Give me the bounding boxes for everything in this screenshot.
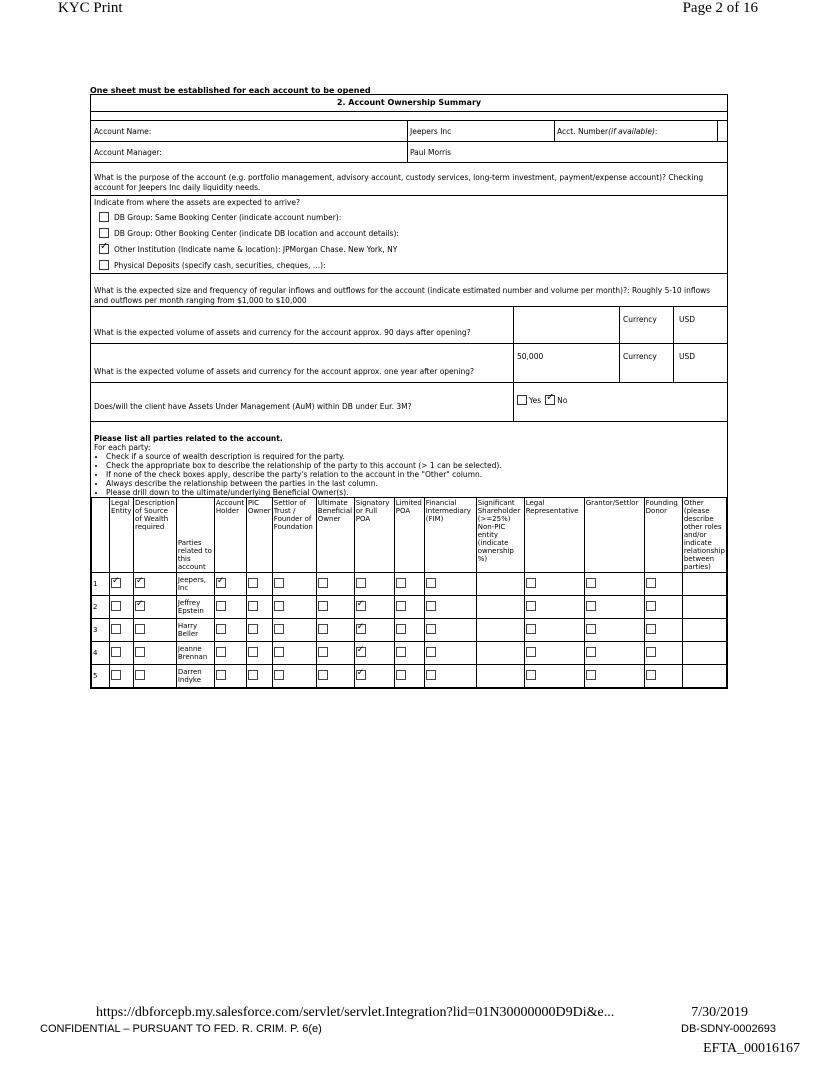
flows-section	[91, 274, 727, 307]
party-row	[92, 596, 727, 619]
col-parties: Parties related to this account	[176, 498, 214, 573]
efta-number: EFTA_00016167	[703, 1041, 800, 1056]
checkbox[interactable]	[248, 578, 258, 588]
checkbox[interactable]	[274, 647, 284, 657]
checkbox[interactable]	[526, 624, 536, 634]
checkbox[interactable]	[216, 601, 226, 611]
cell-fim	[424, 642, 476, 665]
cell-party-name: Jeepers, Inc	[176, 573, 214, 596]
cell-founding-donor	[644, 642, 682, 665]
checkbox[interactable]	[646, 578, 656, 588]
col-account-holder: Account Holder	[214, 498, 246, 573]
cell-limited-poa	[394, 665, 424, 688]
checkbox[interactable]	[526, 647, 536, 657]
account-name-row	[91, 121, 727, 142]
account-name-value: Jeepers Inc	[410, 126, 452, 136]
aum-choice: Yes ✓ No	[517, 395, 567, 405]
bullet: • Check if a source of wealth description is required for the party.	[106, 452, 724, 461]
q90-currency-label: Currency	[623, 315, 657, 324]
checkbox[interactable]	[646, 601, 656, 611]
checkbox[interactable]	[586, 578, 596, 588]
row-number: 2	[92, 596, 110, 619]
checkbox[interactable]	[426, 624, 436, 634]
checkbox[interactable]	[396, 601, 406, 611]
cell-significant-shareholder	[476, 619, 524, 642]
assets-option-physical[interactable]: Physical Deposits (specify cash, securities, cheques, ...):	[91, 257, 727, 273]
cell-pic-owner	[246, 596, 272, 619]
col-significant-shareholder: Significant Shareholder (>=25%) Non-PIC entity (indicate ownership %)	[476, 498, 524, 573]
col-source-of-wealth: Description of Source of Wealth required	[133, 498, 176, 573]
checkbox[interactable]	[586, 624, 596, 634]
checkbox[interactable]	[99, 212, 109, 222]
checkbox[interactable]	[646, 670, 656, 680]
aum-no-checkbox[interactable]	[545, 395, 555, 405]
checkbox[interactable]	[586, 601, 596, 611]
cell-legal-entity	[109, 665, 133, 688]
checkbox[interactable]	[426, 647, 436, 657]
col-grantor-settlor: Grantor/Settlor	[584, 498, 644, 573]
checkbox[interactable]	[318, 647, 328, 657]
cell-limited-poa	[394, 573, 424, 596]
cell-party-name: Darren Indyke	[176, 665, 214, 688]
cell-party-name: Jeffrey Epstein	[176, 596, 214, 619]
cell-pic-owner	[246, 619, 272, 642]
cell-pic-owner	[246, 665, 272, 688]
checkbox[interactable]	[426, 578, 436, 588]
cell-significant-shareholder	[476, 596, 524, 619]
cell-grantor-settlor	[584, 573, 644, 596]
bullet: • Check the appropriate box to describe the relationship of the party to this account (> 1 can be selected).	[106, 461, 724, 470]
assets-option-same-center[interactable]: DB Group: Same Booking Center (indicate account number):	[91, 209, 727, 225]
col-settlor: Settlor of Trust / Founder of Foundation	[272, 498, 316, 573]
checkbox[interactable]	[274, 578, 284, 588]
checkbox-checked[interactable]	[356, 601, 366, 611]
q1y-row	[91, 344, 727, 383]
bullet: • Please drill down to the ultimate/underlying Beneficial Owner(s).	[106, 488, 724, 497]
col-legal-entity: Legal Entity	[109, 498, 133, 573]
cell-founding-donor	[644, 619, 682, 642]
checkbox-checked[interactable]	[356, 670, 366, 680]
checkbox[interactable]	[646, 624, 656, 634]
checkbox-checked[interactable]	[135, 578, 145, 588]
cell-fim	[424, 665, 476, 688]
cell-founding-donor	[644, 665, 682, 688]
party-row	[92, 665, 727, 688]
aum-row	[91, 383, 727, 422]
checkbox[interactable]	[99, 228, 109, 238]
row-number: 5	[92, 665, 110, 688]
cell-founding-donor	[644, 573, 682, 596]
parties-instructions	[91, 422, 727, 497]
page-number: Page 2 of 16	[682, 0, 758, 16]
cell-signatory	[354, 619, 394, 642]
checkbox[interactable]	[586, 647, 596, 657]
checkbox[interactable]	[274, 670, 284, 680]
col-limited-poa: Limited POA	[394, 498, 424, 573]
checkbox-checked[interactable]	[135, 601, 145, 611]
cell-account-holder	[214, 619, 246, 642]
col-other: Other (please describe other roles and/or indicate relationship between parties)	[683, 499, 725, 571]
cell-signatory	[354, 596, 394, 619]
account-ownership-form	[90, 94, 728, 689]
cell-source-of-wealth	[133, 642, 176, 665]
checkbox[interactable]	[248, 624, 258, 634]
col-founding-donor: Founding Donor	[644, 498, 682, 573]
checkbox-checked[interactable]	[356, 624, 366, 634]
cell-pic-owner	[246, 642, 272, 665]
cell-legal-representative	[524, 642, 584, 665]
cell-ubo	[316, 642, 354, 665]
q1y-value: 50,000	[517, 352, 544, 361]
cell-founding-donor	[644, 596, 682, 619]
checkbox[interactable]	[396, 647, 406, 657]
checkbox[interactable]	[135, 624, 145, 634]
account-purpose: What is the purpose of the account (e.g. portfolio management, advisory account, custody services, long-term investment, payment/expense account)? Checking account for Jeepers Inc daily liquidity needs.	[91, 163, 727, 196]
cell-significant-shareholder	[476, 665, 524, 688]
cell-legal-representative	[524, 665, 584, 688]
col-legal-representative: Legal Representative	[524, 498, 584, 573]
checkbox[interactable]	[216, 647, 226, 657]
checkbox[interactable]	[318, 670, 328, 680]
cell-ubo	[316, 596, 354, 619]
checkbox-checked[interactable]	[99, 244, 109, 254]
checkbox[interactable]	[248, 647, 258, 657]
checkbox[interactable]	[526, 578, 536, 588]
checkbox[interactable]	[216, 670, 226, 680]
cell-significant-shareholder	[476, 642, 524, 665]
cell-settlor	[272, 619, 316, 642]
checkbox[interactable]	[356, 578, 366, 588]
cell-fim	[424, 619, 476, 642]
cell-legal-representative	[524, 619, 584, 642]
footer-date: 7/30/2019	[691, 1005, 748, 1020]
cell-other	[682, 619, 726, 642]
checkbox[interactable]	[586, 670, 596, 680]
cell-legal-representative	[524, 573, 584, 596]
cell-limited-poa	[394, 642, 424, 665]
confidential-notice: CONFIDENTIAL – PURSUANT TO FED. R. CRIM. P. 6(e)	[40, 1023, 322, 1035]
cell-grantor-settlor	[584, 619, 644, 642]
cell-account-holder	[214, 642, 246, 665]
checkbox[interactable]	[248, 601, 258, 611]
col-pic-owner: PIC Owner	[246, 498, 272, 573]
checkbox[interactable]	[318, 624, 328, 634]
q90-text: What is the expected volume of assets and currency for the account approx. 90 days after opening?	[94, 328, 471, 337]
col-ubo: Ultimate Beneficial Owner	[316, 498, 354, 573]
cell-legal-entity	[109, 573, 133, 596]
bates-number: DB-SDNY-0002693	[681, 1023, 776, 1035]
checkbox[interactable]	[396, 578, 406, 588]
col-signatory: Signatory or Full POA	[354, 498, 394, 573]
assets-option-other-center[interactable]: DB Group: Other Booking Center (indicate DB location and account details):	[91, 225, 727, 241]
checkbox[interactable]	[99, 260, 109, 270]
checkbox[interactable]	[526, 670, 536, 680]
cell-source-of-wealth	[133, 596, 176, 619]
flows-text: What is the expected size and frequency of regular inflows and outflows for the account (indicate estimated number and volume per month)?: Roughly 5-10 inflows and outflows per month ranging from $1,000 to $10,000	[94, 286, 711, 305]
checkbox-checked[interactable]	[356, 647, 366, 657]
checkbox[interactable]	[274, 601, 284, 611]
cell-source-of-wealth	[133, 619, 176, 642]
row-number: 1	[92, 573, 110, 596]
checkbox[interactable]	[396, 624, 406, 634]
cell-grantor-settlor	[584, 665, 644, 688]
checkbox[interactable]	[396, 670, 406, 680]
parties-header-row	[92, 498, 727, 573]
row-number: 4	[92, 642, 110, 665]
checkbox-checked[interactable]	[111, 578, 121, 588]
cell-legal-representative	[524, 596, 584, 619]
cell-account-holder	[214, 573, 246, 596]
cell-grantor-settlor	[584, 596, 644, 619]
assets-option-other-institution[interactable]: ✓ Other Institution (Indicate name & location): JPMorgan Chase. New York, NY	[91, 241, 727, 257]
bullet: • If none of the check boxes apply, describe the party's relation to the account in the "Other" column.	[106, 470, 724, 479]
cell-settlor	[272, 642, 316, 665]
q90-row	[91, 307, 727, 344]
party-row	[92, 573, 727, 596]
aum-text: Does/will the client have Assets Under Management (AuM) within DB under Eur. 3M?	[94, 402, 412, 411]
account-manager-value: Paul Morris	[410, 147, 452, 157]
cell-other	[682, 573, 726, 596]
cell-other	[682, 642, 726, 665]
aum-yes-checkbox[interactable]	[517, 395, 527, 405]
checkbox[interactable]	[111, 624, 121, 634]
checkbox[interactable]	[248, 670, 258, 680]
account-manager-row	[91, 142, 727, 163]
cell-party-name: Jeanne Brennan	[176, 642, 214, 665]
checkbox[interactable]	[274, 624, 284, 634]
q1y-text: What is the expected volume of assets and currency for the account approx. one year after opening?	[94, 367, 475, 376]
parties-heading: Please list all parties related to the account.	[94, 434, 283, 443]
assets-origin-section	[91, 196, 727, 274]
cell-party-name: Harry Beller	[176, 619, 214, 642]
party-row	[92, 642, 727, 665]
cell-source-of-wealth	[133, 665, 176, 688]
cell-pic-owner	[246, 573, 272, 596]
cell-grantor-settlor	[584, 642, 644, 665]
cell-legal-entity	[109, 642, 133, 665]
cell-other	[682, 596, 726, 619]
cell-significant-shareholder	[476, 573, 524, 596]
parties-table	[91, 497, 727, 688]
cell-settlor	[272, 596, 316, 619]
cell-fim	[424, 573, 476, 596]
cell-signatory	[354, 665, 394, 688]
col-fim: Financial Intermediary (FIM)	[424, 498, 476, 573]
notice-text: One sheet must be established for each account to be opened	[90, 86, 371, 95]
checkbox[interactable]	[111, 670, 121, 680]
cell-account-holder	[214, 665, 246, 688]
account-manager-label: Account Manager:	[94, 147, 162, 157]
checkbox[interactable]	[646, 647, 656, 657]
parties-for-each: For each party:	[94, 443, 151, 452]
cell-ubo	[316, 619, 354, 642]
cell-source-of-wealth	[133, 573, 176, 596]
account-number-label: Acct. Number (if available) :	[557, 126, 658, 136]
checkbox[interactable]	[111, 601, 121, 611]
checkbox-checked[interactable]	[216, 578, 226, 588]
cell-legal-entity	[109, 596, 133, 619]
cell-legal-entity	[109, 619, 133, 642]
cell-other	[682, 665, 726, 688]
footer-url: https://dbforcepb.my.salesforce.com/servlet/servlet.Integration?lid=01N30000000D9Di&e...	[96, 1005, 615, 1020]
cell-ubo	[316, 573, 354, 596]
checkbox[interactable]	[426, 601, 436, 611]
print-header-title: KYC Print	[58, 0, 123, 16]
cell-ubo	[316, 665, 354, 688]
checkbox[interactable]	[426, 670, 436, 680]
q1y-currency: USD	[679, 352, 696, 361]
checkbox[interactable]	[526, 601, 536, 611]
checkbox[interactable]	[135, 647, 145, 657]
q1y-currency-label: Currency	[623, 352, 657, 361]
checkbox[interactable]	[111, 647, 121, 657]
parties-bullets	[94, 452, 724, 497]
q90-currency: USD	[679, 315, 696, 324]
assets-origin-question: Indicate from where the assets are expected to arrive?	[94, 198, 300, 207]
cell-signatory	[354, 642, 394, 665]
checkbox[interactable]	[318, 601, 328, 611]
checkbox[interactable]	[318, 578, 328, 588]
cell-signatory	[354, 573, 394, 596]
bullet: • Always describe the relationship between the parties in the last column.	[106, 479, 724, 488]
cell-account-holder	[214, 596, 246, 619]
party-row	[92, 619, 727, 642]
checkbox[interactable]	[216, 624, 226, 634]
cell-fim	[424, 596, 476, 619]
cell-settlor	[272, 665, 316, 688]
cell-limited-poa	[394, 596, 424, 619]
cell-settlor	[272, 573, 316, 596]
section-title: 2. Account Ownership Summary	[91, 95, 727, 112]
cell-limited-poa	[394, 619, 424, 642]
account-name-label: Account Name:	[94, 126, 152, 136]
row-number: 3	[92, 619, 110, 642]
checkbox[interactable]	[135, 670, 145, 680]
